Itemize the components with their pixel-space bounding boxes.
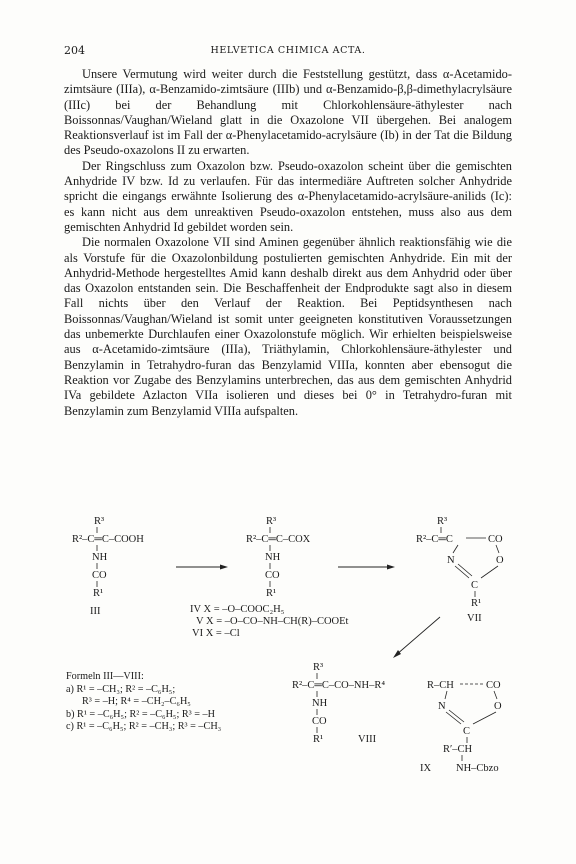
vi-x-definition: VI X = –Cl [192, 628, 240, 639]
iii-label: III [90, 606, 101, 617]
paragraph-2: Der Ringschluss zum Oxazolon bzw. Pseudo-oxazolon scheint über die gemischten Anhydride IV bzw. Id zu verlaufen. Für das intermediäre Auftreten solcher Anhydride spricht die eingangs erwähnte Isolierung des α-Phenylacetamido-acrylsäure-anilids (Ic): es kann nicht aus dem unreaktiven Pseudo-oxazolon entstehen, muss also aus dem gemischten Anhydrid Id gebildet worden sein. [64, 158, 512, 234]
compound-iii [72, 516, 144, 617]
ix-label: IX [420, 763, 432, 774]
compound-iv [190, 516, 349, 639]
iv-r3: R³ [266, 516, 277, 527]
vii-main-row: R²–C═C [416, 534, 453, 545]
v-x-definition: V X = –O–CO–NH–CH(R)–COOEt [196, 616, 349, 627]
vii-n: N [447, 555, 455, 566]
formula-b: b) R¹ = –C₆H₅; R² = –C₆H₅; R³ = –H [66, 708, 216, 720]
iii-r1: R¹ [93, 588, 104, 599]
ix-ch: R–CH [427, 680, 454, 691]
iv-x-definition: IV X = –O–COOC₂H₅ [190, 604, 285, 615]
paragraph-3: Die normalen Oxazolone VII sind Aminen gegenüber ähnlich reaktionsfähig wie die als Vorstufe für die Oxazolonbildung postulierten gemischten Anhydride. Ein mit der Anhydrid-Methode hergestelltes Amid kann deshalb direkt aus dem Anhydrid oder über das Oxazolon entstanden sein. Die Beschaffenheit der Endprodukte sagt also in diesem Fall nichts über den Verlauf der Reaktion. Bei Peptidsynthesen nach Boissonnas/Vaughan/Wieland ist somit unter geeigneten konstitutiven Voraussetzungen das unbemerkte Durchlaufen einer Oxazolonstufe möglich. Wir erhielten beispielsweise aus α-Acetamido-zimtsäure (IIIa), Triäthylamin, Chlorkohlensäure-äthylester und Benzylamin in Tetrahydro-furan das Benzylamid VIIIa, konnten aber ebensogut die Reaktion vor Zugabe des Benzylamins unterbrechen, das aus dem gemischten Anhydrid IVa gebildete Azlacton VIIa isolieren und dieses bei 0° in Tetrahydro-furan mit Benzylamin zum Benzylamid VIIIa aufspalten. [64, 235, 512, 418]
formula-legend [66, 671, 221, 734]
ix-rch: R′–CH [443, 744, 473, 755]
ix-n: N [438, 701, 446, 712]
vii-o: O [496, 555, 504, 566]
viii-r3: R³ [313, 662, 324, 673]
vii-c: C [471, 580, 479, 591]
vii-co: CO [488, 534, 503, 545]
viii-label: VIII [358, 734, 377, 745]
vii-r3: R³ [437, 516, 448, 527]
iv-co: CO [265, 570, 280, 581]
iii-nh: NH [92, 552, 108, 563]
vii-label: VII [467, 613, 482, 624]
viii-r1: R¹ [313, 734, 324, 745]
formula-a1: a) R¹ = –CH₃; R² = –C₆H₅; [66, 683, 176, 695]
viii-nh: NH [312, 698, 328, 709]
page-number: 204 [64, 44, 85, 57]
arrow-vii-viii [396, 617, 440, 655]
formula-c: c) R¹ = –C₆H₅; R² = –CH₃; R³ = –CH₃ [66, 721, 222, 732]
iii-main-row: R²–C═C–COOH [72, 534, 144, 545]
iv-r1: R¹ [266, 588, 277, 599]
compound-vii [416, 516, 504, 624]
vii-r1: R¹ [471, 598, 482, 609]
ix-c: C [463, 726, 471, 737]
iii-co: CO [92, 570, 107, 581]
iv-main-row: R²–C═C–COX [246, 534, 311, 545]
ix-nh: NH–Cbzo [456, 763, 499, 774]
compound-viii [292, 662, 385, 745]
compound-ix [420, 680, 502, 774]
iv-nh: NH [265, 552, 281, 563]
formula-a2: R³ = –H; R⁴ = –CH₂–C₆H₅ [82, 696, 191, 707]
iii-r3: R³ [94, 516, 105, 527]
viii-co: CO [312, 716, 327, 727]
journal-title: HELVETICA CHIMICA ACTA. [210, 45, 366, 56]
ix-co: CO [486, 680, 501, 691]
viii-main-row: R²–C═C–CO–NH–R⁴ [292, 680, 386, 691]
formula-title: Formeln III—VIII: [66, 671, 144, 682]
ix-o: O [494, 701, 502, 712]
paragraph-1: Unsere Vermutung wird weiter durch die Feststellung gestützt, dass α-Acetamido-zimtsäure (IIIa), α-Benzamido-zimtsäure (IIIb) und α-Benzamido-β,β-dimethylacrylsäure (IIIc) bei der Behandlung mit Chlorkohlensäure-äthylester nach Boissonnas/Vaughan/Wieland glatt in die Oxazolone VII übergehen. Bei analogem Reaktionsverlauf ist im Fall der α-Phenylacetamido-acrylsäure (Ib) in der Tat die Bildung des Pseudo-oxazolons II zu erwarten. [64, 67, 512, 158]
